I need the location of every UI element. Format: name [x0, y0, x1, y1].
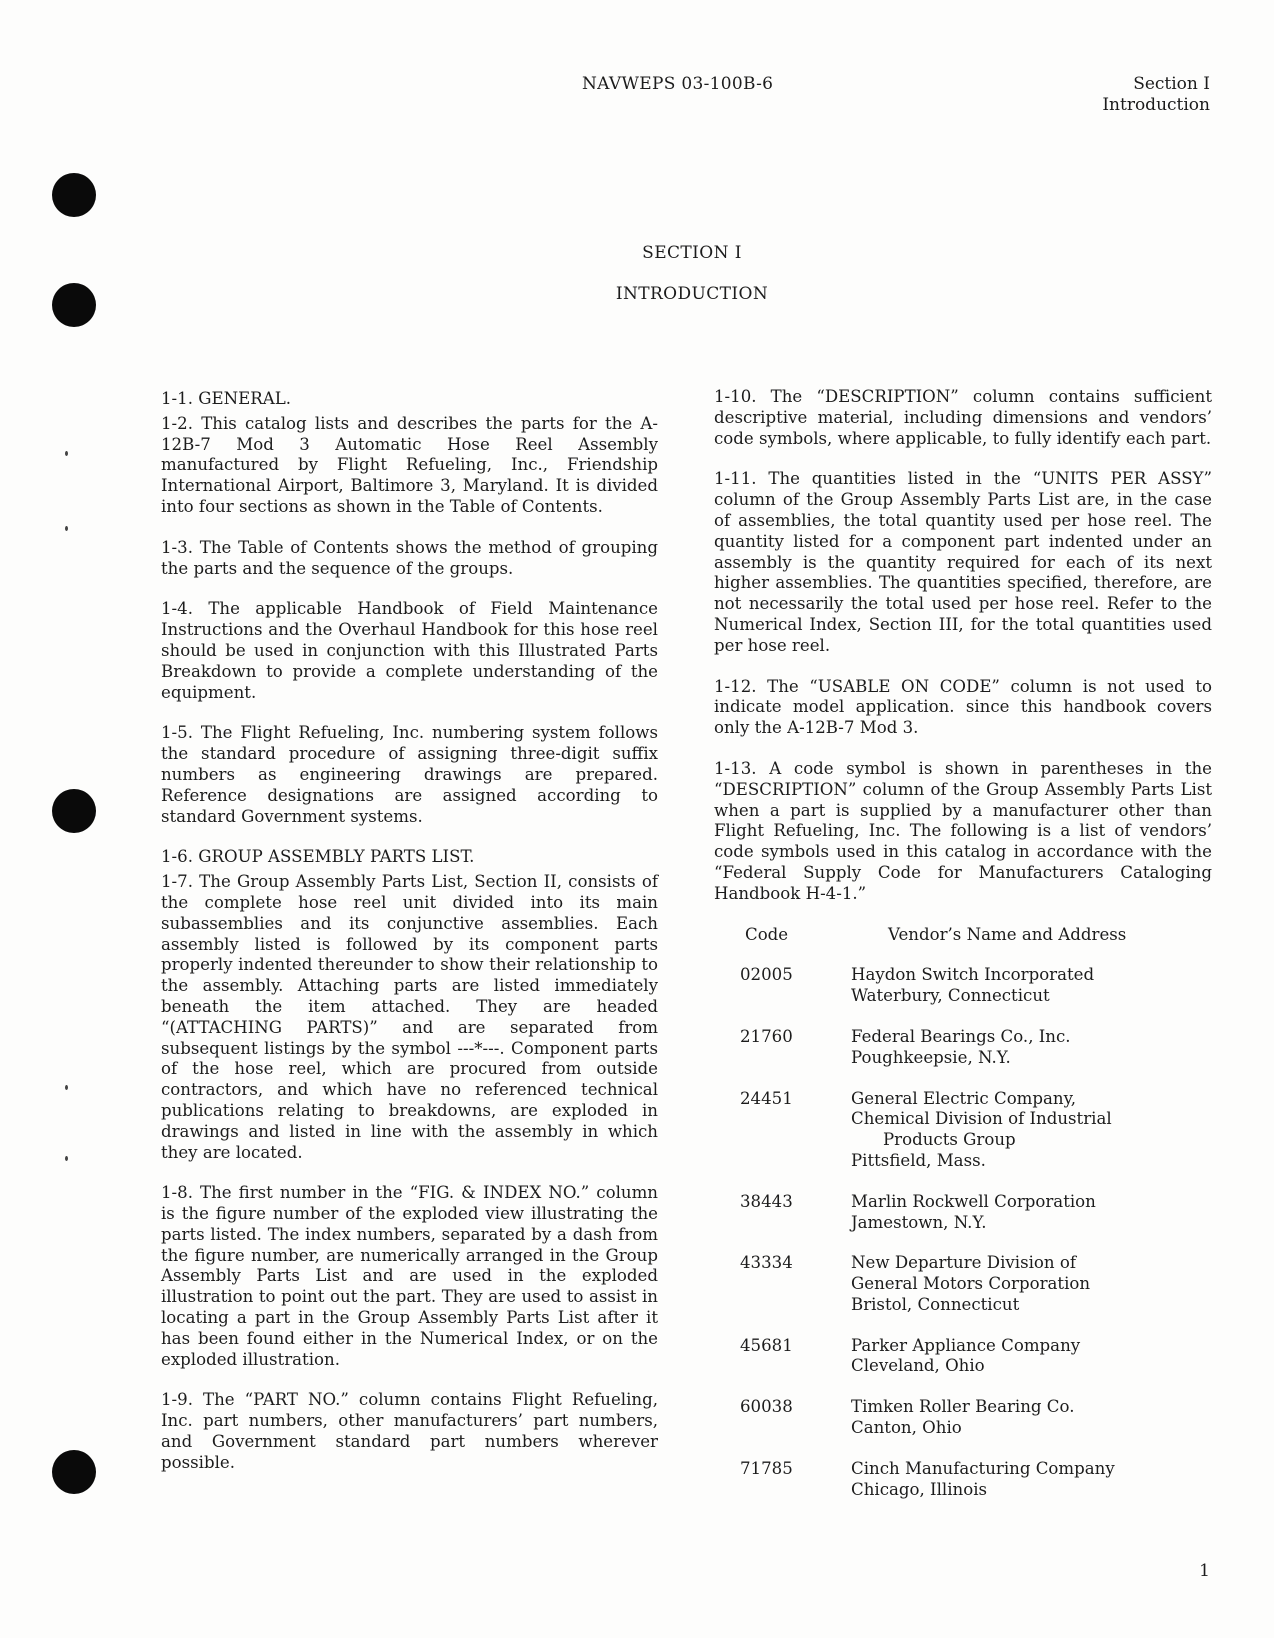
vendor-line: Waterbury, Connecticut — [851, 986, 1050, 1006]
vendor-line: Chemical Division of Industrial — [851, 1109, 1112, 1129]
vendor-row — [714, 1089, 1212, 1172]
section-heading: SECTION I — [642, 243, 742, 263]
vendor-line: Canton, Ohio — [851, 1418, 962, 1438]
vendor-name-address — [851, 965, 1212, 1007]
vendor-name-address — [851, 1192, 1212, 1234]
right-text-column — [714, 387, 1212, 1520]
paragraph-1-11: 1-11. The quantities listed in the “UNITS PER ASSY” column of the Group Assembly Parts List are, in the case of assemblies, the total quantity used per hose reel. The quantity listed for a component part indented under an assembly is the quantity required for each of its next higher assemblies. The quantities specified, therefore, are not necessarily the total used per hose reel. Refer to the Numerical Index, Section III, for the total quantities used per hose reel. — [714, 469, 1212, 655]
paragraph-1-7: 1-7. The Group Assembly Parts List, Section II, consists of the complete hose reel unit divided into its main subassemblies and its conjunctive assemblies. Each assembly listed is followed by its component parts properly indented thereunder to show their relationship to the assembly. Attaching parts are listed immediately beneath the item attached. They are headed “(ATTACHING PARTS)” and are separated from subsequent listings by the symbol ---*---. Component parts of the hose reel, which are procured from outside contractors, and which have no referenced technical publications relating to breakdowns, are exploded in drawings and listed in line with the assembly in which they are located. — [161, 872, 658, 1162]
paragraph-1-6: 1-6. GROUP ASSEMBLY PARTS LIST. — [161, 847, 475, 867]
vendor-name-address — [851, 1253, 1212, 1315]
vendor-code: 60038 — [740, 1397, 793, 1417]
vendor-code: 02005 — [740, 965, 793, 985]
scan-speck — [65, 1156, 68, 1161]
vendor-code-header: Code — [745, 924, 789, 944]
punch-hole-top — [52, 173, 96, 217]
vendor-row — [714, 1397, 1212, 1439]
vendor-line: Timken Roller Bearing Co. — [851, 1397, 1075, 1417]
vendor-table-header — [714, 925, 1212, 946]
scan-speck — [65, 451, 68, 456]
punch-hole-bottom — [52, 1450, 96, 1494]
vendor-line: New Departure Division of — [851, 1253, 1076, 1273]
paragraph-1-2: 1-2. This catalog lists and describes the parts for the A-12B-7 Mod 3 Automatic Hose Reel Assembly manufactured by Flight Refueling, Inc., Friendship International Airport, Baltimore 3, Maryland. It is divided into four sections as shown in the Table of Contents. — [161, 413, 658, 516]
vendor-line: Poughkeepsie, N.Y. — [851, 1047, 1011, 1067]
vendor-line: Products Group — [883, 1130, 1016, 1150]
paragraph-1-13: 1-13. A code symbol is shown in parentheses in the “DESCRIPTION” column of the Group Assembly Parts List when a part is supplied by a manufacturer other than Flight Refueling, Inc. The following is a list of vendors’ code symbols used in this catalog in accordance with the “Federal Supply Code for Manufacturers Cataloging Handbook H-4-1.” — [714, 758, 1212, 903]
vendor-row — [714, 965, 1212, 1007]
paragraph-1-1: 1-1. GENERAL. — [161, 389, 292, 408]
vendor-line: Marlin Rockwell Corporation — [851, 1191, 1096, 1211]
vendor-row — [714, 1459, 1212, 1501]
vendor-line: Pittsfield, Mass. — [851, 1150, 986, 1170]
section-title: INTRODUCTION — [615, 284, 769, 304]
vendor-line: Chicago, Illinois — [851, 1479, 988, 1499]
vendor-line: Haydon Switch Incorporated — [851, 965, 1095, 985]
punch-hole-middle — [52, 789, 96, 833]
vendor-row — [714, 1336, 1212, 1378]
running-section-title: Introduction — [1102, 95, 1210, 115]
paragraph-1-12: 1-12. The “USABLE ON CODE” column is not used to indicate model application. since this handbook covers only the A-12B-7 Mod 3. — [714, 676, 1212, 738]
page-number: 1 — [1199, 1561, 1210, 1581]
paragraph-1-9: 1-9. The “PART NO.” column contains Flight Refueling, Inc. part numbers, other manufacturers’ part numbers, and Government standard part numbers wherever possible. — [161, 1390, 658, 1472]
vendor-line: General Motors Corporation — [851, 1274, 1091, 1294]
vendor-line: Cleveland, Ohio — [851, 1356, 985, 1376]
vendor-line: General Electric Company, — [851, 1088, 1077, 1108]
vendor-name-address — [851, 1089, 1212, 1172]
vendor-name-address — [851, 1459, 1212, 1501]
vendor-name-address — [851, 1336, 1212, 1378]
paragraph-1-8: 1-8. The first number in the “FIG. & INDEX NO.” column is the figure number of the exploded view illustrating the parts listed. The index numbers, separated by a dash from the figure number, are numerically arranged in the Group Assembly Parts List and are used in the exploded illustration to point out the part. They are used to assist in locating a part in the Group Assembly Parts List after it has been found either in the Numerical Index, or on the exploded illustration. — [161, 1183, 658, 1369]
vendor-code: 38443 — [740, 1191, 793, 1211]
vendor-line: Cinch Manufacturing Company — [851, 1458, 1115, 1478]
vendor-code: 45681 — [740, 1335, 793, 1355]
vendor-line: Federal Bearings Co., Inc. — [851, 1026, 1071, 1046]
vendor-name-address — [851, 1027, 1212, 1069]
scan-speck — [65, 1085, 68, 1090]
vendor-code: 71785 — [740, 1458, 793, 1478]
left-text-column — [161, 389, 658, 1494]
vendor-line: Jamestown, N.Y. — [851, 1212, 987, 1232]
vendor-code: 24451 — [740, 1088, 793, 1108]
running-section-number: Section I — [1133, 74, 1210, 94]
document-number: NAVWEPS 03-100B-6 — [582, 74, 774, 94]
vendor-line: Parker Appliance Company — [851, 1335, 1081, 1355]
vendor-name-header: Vendor’s Name and Address — [888, 924, 1127, 944]
vendor-row — [714, 1027, 1212, 1069]
vendor-row — [714, 1192, 1212, 1234]
vendor-code: 43334 — [740, 1253, 793, 1273]
vendor-code: 21760 — [740, 1026, 793, 1046]
running-section-label — [1102, 74, 1210, 116]
paragraph-1-3: 1-3. The Table of Contents shows the method of grouping the parts and the sequence of the groups. — [161, 537, 658, 578]
scan-speck — [65, 526, 68, 531]
vendor-line: Bristol, Connecticut — [851, 1294, 1020, 1314]
paragraph-1-4: 1-4. The applicable Handbook of Field Maintenance Instructions and the Overhaul Handbook for this hose reel should be used in conjunction with this Illustrated Parts Breakdown to provide a complete understanding of the equipment. — [161, 599, 658, 702]
vendor-row — [714, 1253, 1212, 1315]
paragraph-1-5: 1-5. The Flight Refueling, Inc. numbering system follows the standard procedure of assigning three-digit suffix numbers as engineering drawings are prepared. Reference designations are assigned according to standard Government systems. — [161, 723, 658, 826]
paragraph-1-10: 1-10. The “DESCRIPTION” column contains sufficient descriptive material, including dimensions and vendors’ code symbols, where applicable, to fully identify each part. — [714, 387, 1212, 448]
vendor-code-table — [714, 925, 1212, 1501]
vendor-name-address — [851, 1397, 1212, 1439]
